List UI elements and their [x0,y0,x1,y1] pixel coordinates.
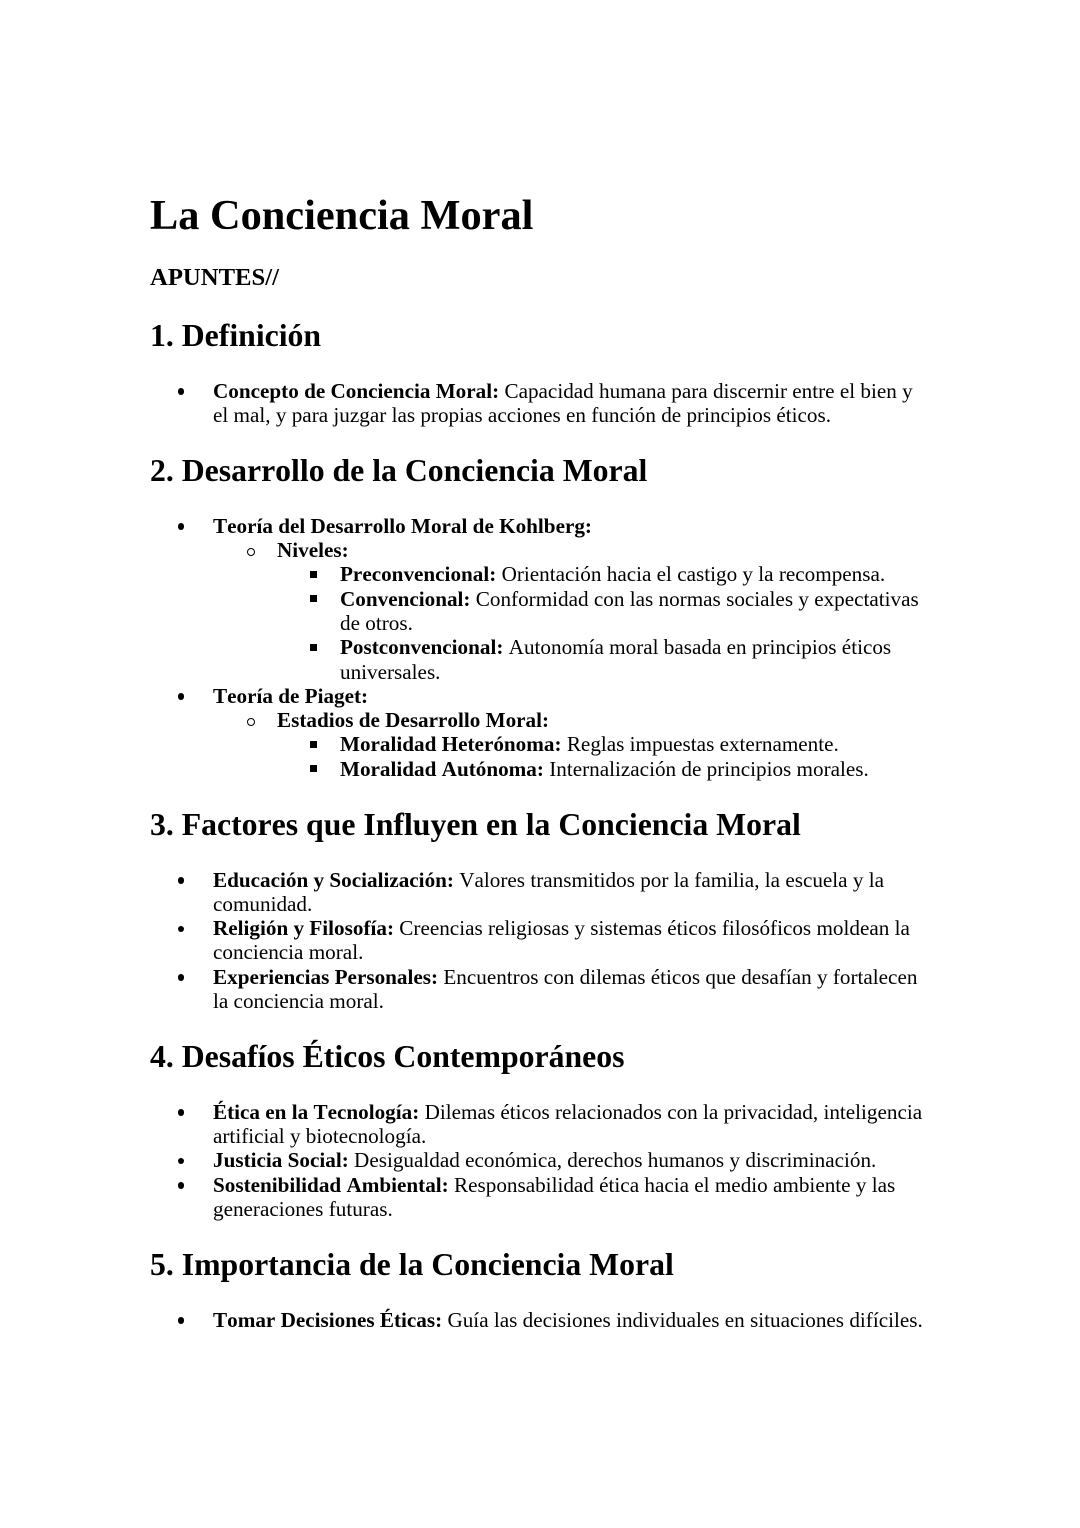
sub-list [213,708,927,781]
notes-label: APUNTES// [150,264,279,292]
section-heading: 4. Desafíos Éticos Contemporáneos [150,1039,625,1075]
sub-sub-list-item [340,732,927,756]
item-text: Reglas impuestas externamente. [566,732,839,757]
section-desarrollo [150,453,927,781]
bullet-list [150,379,927,428]
document-title: La Conciencia Moral [150,192,534,240]
item-text: Conformidad con las normas sociales y expectativas de otros. [340,586,919,635]
item-label: Estadios de Desarrollo Moral: [277,708,550,733]
sub-sub-list [277,732,927,781]
item-text: Encuentros con dilemas éticos que desafían y fortalecen la conciencia moral. [213,964,918,1014]
section-heading: 3. Factores que Influyen en la Conciencia Moral [150,807,801,843]
bullet-disc-icon [178,693,184,699]
item-text: Desigualdad económica, derechos humanos y discriminación. [354,1148,877,1173]
bullet-square-icon [310,571,317,578]
list-item [213,514,927,684]
item-label: Justicia Social: [213,1148,349,1173]
list-item [213,965,927,1014]
item-label: Ética en la Tecnología: [213,1099,420,1124]
item-text: Orientación hacia el castigo y la recompensa. [501,562,886,587]
section-desafios [150,1039,927,1221]
bullet-square-icon [310,644,317,651]
item-text: Internalización de principios morales. [549,756,869,781]
bullet-circle-icon [247,718,255,726]
list-item [213,379,927,428]
bullet-disc-icon [178,1317,184,1323]
sub-list-item [277,708,927,781]
bullet-disc-icon [178,523,184,529]
item-label: Sostenibilidad Ambiental: [213,1172,449,1197]
bullet-square-icon [310,741,317,748]
sub-sub-list [277,562,927,683]
section-heading: 5. Importancia de la Conciencia Moral [150,1247,674,1283]
list-item [213,1100,927,1149]
sub-sub-list-item [340,635,927,684]
sub-sub-list-item [340,562,927,586]
item-label: Moralidad Autónoma: [340,756,544,781]
bullet-square-icon [310,765,317,772]
bullet-circle-icon [247,548,255,556]
document-content [150,192,927,1332]
bullet-disc-icon [178,1182,184,1188]
bullet-list [150,868,927,1014]
item-text: Dilemas éticos relacionados con la privacidad, inteligencia artificial y biotecnología. [213,1099,923,1149]
bullet-square-icon [310,595,317,602]
list-item [213,684,927,781]
bullet-disc-icon [178,877,184,883]
item-label: Concepto de Conciencia Moral: [213,378,500,403]
sub-sub-list-item [340,757,927,781]
item-label: Moralidad Heterónoma: [340,732,562,757]
item-label: Teoría del Desarrollo Moral de Kohlberg: [213,513,592,538]
bullet-disc-icon [178,974,184,980]
bullet-list [150,514,927,781]
list-item [213,1173,927,1222]
item-label: Experiencias Personales: [213,964,439,989]
item-label: Tomar Decisiones Éticas: [213,1307,443,1332]
bullet-list [150,1100,927,1221]
section-definicion [150,318,927,427]
item-text: Creencias religiosas y sistemas éticos filosóficos moldean la conciencia moral. [213,916,910,965]
bullet-disc-icon [178,1109,184,1115]
item-text: Responsabilidad ética hacia el medio ambiente y las generaciones futuras. [213,1172,896,1222]
bullet-disc-icon [178,1158,184,1164]
section-heading: 2. Desarrollo de la Conciencia Moral [150,453,648,489]
bullet-disc-icon [178,926,184,932]
list-item [213,1308,927,1332]
item-label: Religión y Filosofía: [213,916,394,941]
item-label: Postconvencional: [340,635,504,660]
item-label: Educación y Socialización: [213,867,454,892]
sub-list [213,538,927,684]
list-item [213,1148,927,1172]
sub-list-item [277,538,927,684]
section-heading: 1. Definición [150,318,322,354]
item-label: Niveles: [277,538,349,563]
item-label: Convencional: [340,586,471,611]
list-item [213,868,927,917]
item-text: Guía las decisiones individuales en situaciones difíciles. [447,1307,923,1332]
bullet-list [150,1308,927,1332]
section-factores [150,807,927,1013]
section-importancia [150,1247,927,1332]
sub-sub-list-item [340,587,927,636]
item-label: Teoría de Piaget: [213,683,369,708]
bullet-disc-icon [178,388,184,394]
item-label: Preconvencional: [340,562,497,587]
item-text: Autonomía moral basada en principios éticos universales. [340,635,892,684]
item-text: Capacidad humana para discernir entre el bien y el mal, y para juzgar las propias acciones en función de principios éticos. [213,378,913,427]
item-text: Valores transmitidos por la familia, la escuela y la comunidad. [213,867,884,916]
list-item [213,916,927,965]
